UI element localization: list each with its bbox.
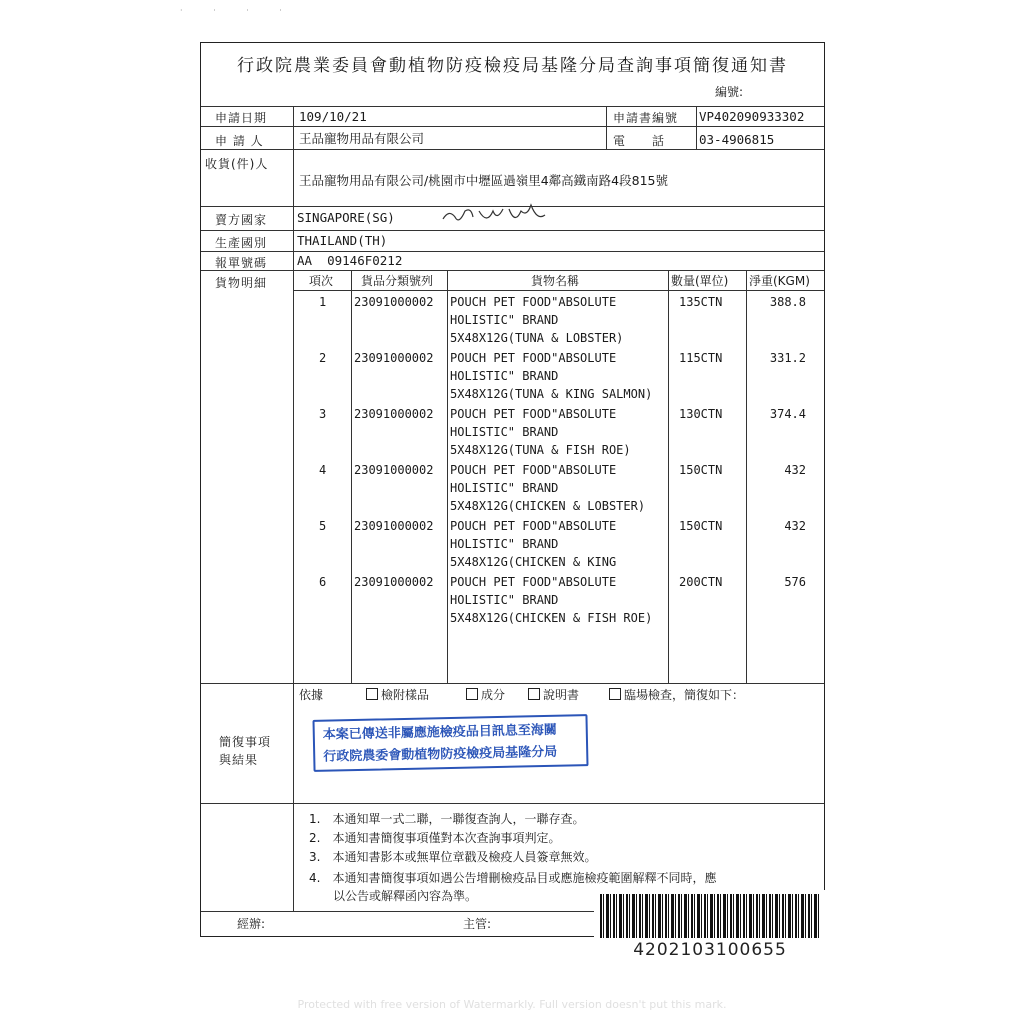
row-code: 23091000002 bbox=[354, 575, 434, 589]
row-goods-name: POUCH PET FOOD"ABSOLUTE HOLISTIC" BRAND 5X48X12G(TUNA & FISH ROE) bbox=[450, 407, 631, 457]
phone-label: 電 話 bbox=[613, 134, 666, 148]
header-hs-code: 貨品分類號列 bbox=[361, 274, 434, 288]
option-onsite: 臨場檢查，簡復如下： bbox=[609, 688, 744, 702]
row-quantity: 130CTN bbox=[679, 407, 723, 421]
row-no: 5 bbox=[319, 519, 327, 533]
note-2: 2. 本通知書簡復事項僅對本次查詢事項判定。 bbox=[309, 831, 561, 845]
basis-label: 依據 bbox=[299, 688, 324, 702]
supervisor-label: 主管: bbox=[463, 917, 492, 931]
quarantine-stamp bbox=[312, 714, 588, 772]
row-no: 1 bbox=[319, 295, 327, 309]
seller-country-label: 賣方國家 bbox=[215, 213, 268, 227]
checkbox-onsite bbox=[609, 688, 621, 700]
row-no: 3 bbox=[319, 407, 327, 421]
apply-no-value: VP402090933302 bbox=[699, 109, 805, 124]
row-weight: 331.2 bbox=[769, 351, 806, 365]
row-goods-name: POUCH PET FOOD"ABSOLUTE HOLISTIC" BRAND 5X48X12G(CHICKEN & LOBSTER) bbox=[450, 463, 646, 513]
apply-date-label: 申請日期 bbox=[215, 111, 268, 125]
row-weight: 576 bbox=[784, 575, 806, 589]
goods-label: 貨物明細 bbox=[215, 276, 268, 290]
row-quantity: 150CTN bbox=[679, 463, 723, 477]
seller-country-value: SINGAPORE(SG) bbox=[297, 210, 395, 225]
barcode-number: 4202103100655 bbox=[633, 940, 787, 960]
row-weight: 374.4 bbox=[769, 407, 806, 421]
barcode-icon bbox=[600, 894, 820, 938]
stamp-line-1: 本案已傳送非屬應施檢疫品目訊息至海關 bbox=[322, 722, 557, 743]
option-ingredients: 成分 bbox=[466, 688, 505, 702]
reply-label: 簡復事項 與結果 bbox=[219, 735, 272, 767]
row-goods-name: POUCH PET FOOD"ABSOLUTE HOLISTIC" BRAND 5X48X12G(TUNA & KING SALMON) bbox=[450, 351, 653, 401]
header-weight: 淨重(KGM) bbox=[749, 274, 810, 288]
declaration-label: 報單號碼 bbox=[215, 256, 268, 270]
scan-marks: · · · · bbox=[180, 6, 296, 15]
note-4: 4. 本通知書簡復事項如遇公告增刪檢疫品目或應施檢疫範圍解釋不同時，應 以公告或解釋函內容為準。 bbox=[309, 871, 717, 903]
applicant-label: 申 請 人 bbox=[215, 134, 264, 148]
origin-label: 生產國別 bbox=[215, 236, 268, 250]
serial-label: 編號: bbox=[715, 85, 744, 99]
row-goods-name: POUCH PET FOOD"ABSOLUTE HOLISTIC" BRAND 5X48X12G(CHICKEN & KING bbox=[450, 519, 617, 569]
row-goods-name: POUCH PET FOOD"ABSOLUTE HOLISTIC" BRAND 5X48X12G(CHICKEN & FISH ROE) bbox=[450, 575, 653, 625]
row-weight: 388.8 bbox=[769, 295, 806, 309]
note-3: 3. 本通知書影本或無單位章戳及檢疫人員簽章無效。 bbox=[309, 850, 597, 864]
row-quantity: 150CTN bbox=[679, 519, 723, 533]
stamp-line-2: 行政院農委會動植物防疫檢疫局基隆分局 bbox=[323, 744, 558, 765]
checkbox-sample bbox=[366, 688, 378, 700]
row-no: 4 bbox=[319, 463, 327, 477]
note-1: 1. 本通知單一式二聯，一聯復查詢人，一聯存查。 bbox=[309, 812, 585, 826]
document-title: 行政院農業委員會動植物防疫檢疫局基隆分局查詢事項簡復通知書 bbox=[237, 56, 788, 76]
phone-value: 03-4906815 bbox=[699, 132, 775, 147]
header-goods-name: 貨物名稱 bbox=[531, 274, 580, 288]
row-code: 23091000002 bbox=[354, 519, 434, 533]
checkbox-ingredients bbox=[466, 688, 478, 700]
row-no: 6 bbox=[319, 575, 327, 589]
row-goods-name: POUCH PET FOOD"ABSOLUTE HOLISTIC" BRAND 5X48X12G(TUNA & LOBSTER) bbox=[450, 295, 624, 345]
option-manual: 說明書 bbox=[528, 688, 579, 702]
apply-no-label: 申請書編號 bbox=[613, 111, 679, 125]
row-weight: 432 bbox=[784, 463, 806, 477]
notice-document bbox=[200, 42, 825, 937]
row-quantity: 200CTN bbox=[679, 575, 723, 589]
consignee-label: 收貨(件)人 bbox=[205, 157, 269, 171]
handwritten-signature bbox=[439, 201, 559, 231]
option-sample: 檢附樣品 bbox=[366, 688, 429, 702]
row-code: 23091000002 bbox=[354, 351, 434, 365]
row-code: 23091000002 bbox=[354, 295, 434, 309]
header-item-no: 項次 bbox=[309, 274, 334, 288]
row-code: 23091000002 bbox=[354, 463, 434, 477]
declaration-value: AA 09146F0212 bbox=[297, 253, 403, 268]
row-no: 2 bbox=[319, 351, 327, 365]
handler-label: 經辦: bbox=[237, 917, 266, 931]
row-weight: 432 bbox=[784, 519, 806, 533]
watermark-text: Protected with free version of Watermarkly. Full version doesn't put this mark. bbox=[297, 998, 727, 1011]
applicant-value: 王品寵物用品有限公司 bbox=[299, 131, 425, 146]
row-quantity: 135CTN bbox=[679, 295, 723, 309]
row-quantity: 115CTN bbox=[679, 351, 723, 365]
header-quantity: 數量(單位) bbox=[671, 274, 729, 288]
row-code: 23091000002 bbox=[354, 407, 434, 421]
apply-date-value: 109/10/21 bbox=[299, 109, 367, 124]
checkbox-manual bbox=[528, 688, 540, 700]
consignee-value: 王品寵物用品有限公司/桃園市中壢區過嶺里4鄰高鐵南路4段815號 bbox=[299, 173, 668, 188]
barcode-label bbox=[594, 890, 826, 965]
origin-value: THAILAND(TH) bbox=[297, 233, 388, 248]
